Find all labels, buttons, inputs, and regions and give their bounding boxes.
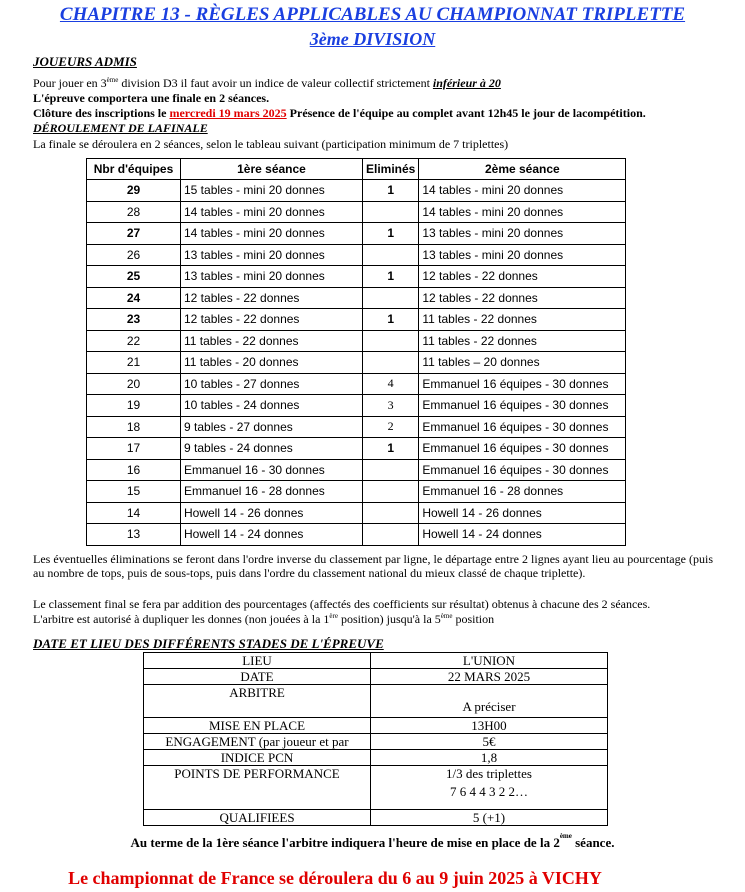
table-row xyxy=(87,223,626,245)
cell-seance-2: 13 tables - mini 20 donnes xyxy=(419,223,626,245)
info-label: QUALIFIEES xyxy=(144,810,371,826)
info-value: 13H00 xyxy=(371,718,608,734)
info-row xyxy=(144,669,608,685)
dates-table xyxy=(143,652,608,826)
table-row xyxy=(87,395,626,417)
table-row xyxy=(87,180,626,202)
cell-nbr-equipes: 26 xyxy=(87,244,181,266)
header-elimines: Eliminés xyxy=(363,159,419,180)
cell-seance-1: 10 tables - 27 donnes xyxy=(181,373,363,395)
info-value: 22 MARS 2025 xyxy=(371,669,608,685)
info-row xyxy=(144,685,608,718)
cell-nbr-equipes: 13 xyxy=(87,524,181,546)
cell-seance-2: Howell 14 - 24 donnes xyxy=(419,524,626,546)
info-row xyxy=(144,718,608,734)
cell-seance-1: 15 tables - mini 20 donnes xyxy=(181,180,363,202)
cell-seance-1: 12 tables - 22 donnes xyxy=(181,287,363,309)
table-row xyxy=(87,373,626,395)
cell-nbr-equipes: 27 xyxy=(87,223,181,245)
table-row xyxy=(87,287,626,309)
cell-seance-1: Emmanuel 16 - 30 donnes xyxy=(181,459,363,481)
info-value: 5€ xyxy=(371,734,608,750)
info-row xyxy=(144,734,608,750)
cell-elimines: 1 xyxy=(363,309,419,331)
table-row xyxy=(87,201,626,223)
table-header-row xyxy=(87,159,626,180)
header-seance-2: 2ème séance xyxy=(419,159,626,180)
info-value: 5 (+1) xyxy=(371,810,608,826)
info-label: MISE EN PLACE xyxy=(144,718,371,734)
note-eliminations: Les éventuelles éliminations se feront dans l'ordre inverse du classement par ligne, le départage entre 2 lignes ayant lieu au pourcentage (puis au nombre de tops, puis de sous-tops, puis dans l'ordre du classement national du mieux classé de chaque triplette). xyxy=(33,552,713,580)
cell-elimines: 1 xyxy=(363,438,419,460)
table-row xyxy=(87,438,626,460)
cell-seance-1: 14 tables - mini 20 donnes xyxy=(181,223,363,245)
info-label: DATE xyxy=(144,669,371,685)
cell-nbr-equipes: 19 xyxy=(87,395,181,417)
cell-seance-1: 10 tables - 24 donnes xyxy=(181,395,363,417)
joueurs-heading: JOUEURS ADMIS xyxy=(33,54,137,69)
cell-nbr-equipes: 28 xyxy=(87,201,181,223)
note-arbitre: L'arbitre est autorisé à dupliquer les donnes (non jouées à la 1ère position) jusqu'à la 5ème position xyxy=(33,612,495,626)
cell-nbr-equipes: 14 xyxy=(87,502,181,524)
cell-elimines xyxy=(363,352,419,374)
cell-elimines xyxy=(363,502,419,524)
table-row xyxy=(87,330,626,352)
dates-heading: DATE ET LIEU DES DIFFÉRENTS STADES DE L'ÉPREUVE xyxy=(33,636,384,651)
cell-seance-1: Howell 14 - 26 donnes xyxy=(181,502,363,524)
cell-seance-2: 14 tables - mini 20 donnes xyxy=(419,180,626,202)
cell-elimines xyxy=(363,201,419,223)
cell-seance-2: Emmanuel 16 équipes - 30 donnes xyxy=(419,416,626,438)
cell-nbr-equipes: 17 xyxy=(87,438,181,460)
info-row xyxy=(144,810,608,826)
joueurs-line-3: Clôture des inscriptions le mercredi 19 mars 2025 Présence de l'équipe au complet avant 12h45 le jour de lacompétition. xyxy=(33,106,646,120)
cell-elimines xyxy=(363,524,419,546)
cell-nbr-equipes: 20 xyxy=(87,373,181,395)
cell-nbr-equipes: 24 xyxy=(87,287,181,309)
cell-seance-2: 11 tables – 20 donnes xyxy=(419,352,626,374)
performance-line-1: 1/3 des triplettes xyxy=(446,766,532,781)
joueurs-line-1: Pour jouer en 3ème division D3 il faut avoir un indice de valeur collectif strictement inférieur à 20 xyxy=(33,76,501,90)
info-label: INDICE PCN xyxy=(144,750,371,766)
cell-seance-1: Howell 14 - 24 donnes xyxy=(181,524,363,546)
info-label: ENGAGEMENT (par joueur et par xyxy=(144,734,371,750)
cell-nbr-equipes: 21 xyxy=(87,352,181,374)
table-row xyxy=(87,352,626,374)
info-value: L'UNION xyxy=(371,653,608,669)
info-label: POINTS DE PERFORMANCE xyxy=(144,766,371,810)
cell-seance-1: 11 tables - 22 donnes xyxy=(181,330,363,352)
cell-elimines xyxy=(363,330,419,352)
cell-seance-2: Emmanuel 16 équipes - 30 donnes xyxy=(419,373,626,395)
seances-table xyxy=(86,158,626,546)
info-label: LIEU xyxy=(144,653,371,669)
deroulement-heading: DÉROULEMENT DE LAFINALE xyxy=(33,121,208,135)
info-value xyxy=(371,766,608,810)
header-seance-1: 1ère séance xyxy=(181,159,363,180)
cell-elimines: 1 xyxy=(363,266,419,288)
info-row xyxy=(144,653,608,669)
cell-seance-2: 12 tables - 22 donnes xyxy=(419,287,626,309)
table-row xyxy=(87,502,626,524)
cell-elimines: 2 xyxy=(363,416,419,438)
championnat-france-banner: Le championnat de France se déroulera du 6 au 9 juin 2025 à VICHY xyxy=(68,868,602,888)
info-value: A préciser xyxy=(371,685,608,718)
cell-elimines xyxy=(363,287,419,309)
cell-seance-2: 11 tables - 22 donnes xyxy=(419,330,626,352)
cell-nbr-equipes: 15 xyxy=(87,481,181,503)
cell-elimines: 1 xyxy=(363,180,419,202)
cell-elimines xyxy=(363,481,419,503)
cell-seance-2: 13 tables - mini 20 donnes xyxy=(419,244,626,266)
info-row xyxy=(144,750,608,766)
cell-elimines xyxy=(363,459,419,481)
cell-elimines: 3 xyxy=(363,395,419,417)
cell-seance-1: 9 tables - 27 donnes xyxy=(181,416,363,438)
info-row xyxy=(144,766,608,810)
note-classement: Le classement final se fera par addition des pourcentages (affectés des coefficients sur résultat) obtenus à chacune des 2 séances. xyxy=(33,597,651,611)
cell-seance-2: Emmanuel 16 - 28 donnes xyxy=(419,481,626,503)
header-nbr-equipes: Nbr d'équipes xyxy=(87,159,181,180)
deroulement-intro: La finale se déroulera en 2 séances, selon le tableau suivant (participation minimum de 7 triplettes) xyxy=(33,137,509,151)
table-row xyxy=(87,266,626,288)
cell-seance-2: Emmanuel 16 équipes - 30 donnes xyxy=(419,459,626,481)
table-row xyxy=(87,309,626,331)
info-value: 1,8 xyxy=(371,750,608,766)
division-subtitle: 3ème DIVISION xyxy=(309,29,436,49)
cell-seance-2: Emmanuel 16 équipes - 30 donnes xyxy=(419,395,626,417)
table-row xyxy=(87,416,626,438)
cell-seance-2: 12 tables - 22 donnes xyxy=(419,266,626,288)
cell-elimines: 1 xyxy=(363,223,419,245)
cell-seance-2: Emmanuel 16 équipes - 30 donnes xyxy=(419,438,626,460)
cell-nbr-equipes: 22 xyxy=(87,330,181,352)
table-row xyxy=(87,459,626,481)
chapter-title: CHAPITRE 13 - RÈGLES APPLICABLES AU CHAMPIONNAT TRIPLETTE xyxy=(59,4,686,25)
cell-seance-1: 12 tables - 22 donnes xyxy=(181,309,363,331)
info-label: ARBITRE xyxy=(144,685,371,718)
mise-en-place-note: Au terme de la 1ère séance l'arbitre indiquera l'heure de mise en place de la 2ème séance. xyxy=(130,832,615,850)
cell-seance-2: 14 tables - mini 20 donnes xyxy=(419,201,626,223)
cell-seance-1: 13 tables - mini 20 donnes xyxy=(181,244,363,266)
cell-nbr-equipes: 25 xyxy=(87,266,181,288)
cell-nbr-equipes: 29 xyxy=(87,180,181,202)
cell-seance-2: 11 tables - 22 donnes xyxy=(419,309,626,331)
cell-seance-1: Emmanuel 16 - 28 donnes xyxy=(181,481,363,503)
table-row xyxy=(87,481,626,503)
joueurs-line-2: L'épreuve comportera une finale en 2 séances. xyxy=(33,91,270,105)
cell-seance-1: 9 tables - 24 donnes xyxy=(181,438,363,460)
cell-nbr-equipes: 18 xyxy=(87,416,181,438)
cell-seance-1: 13 tables - mini 20 donnes xyxy=(181,266,363,288)
cell-nbr-equipes: 23 xyxy=(87,309,181,331)
cell-seance-2: Howell 14 - 26 donnes xyxy=(419,502,626,524)
table-row xyxy=(87,244,626,266)
cell-elimines xyxy=(363,244,419,266)
performance-line-2: 7 6 4 4 3 2 2… xyxy=(450,784,528,799)
cell-seance-1: 11 tables - 20 donnes xyxy=(181,352,363,374)
table-row xyxy=(87,524,626,546)
cell-seance-1: 14 tables - mini 20 donnes xyxy=(181,201,363,223)
cell-nbr-equipes: 16 xyxy=(87,459,181,481)
cell-elimines: 4 xyxy=(363,373,419,395)
